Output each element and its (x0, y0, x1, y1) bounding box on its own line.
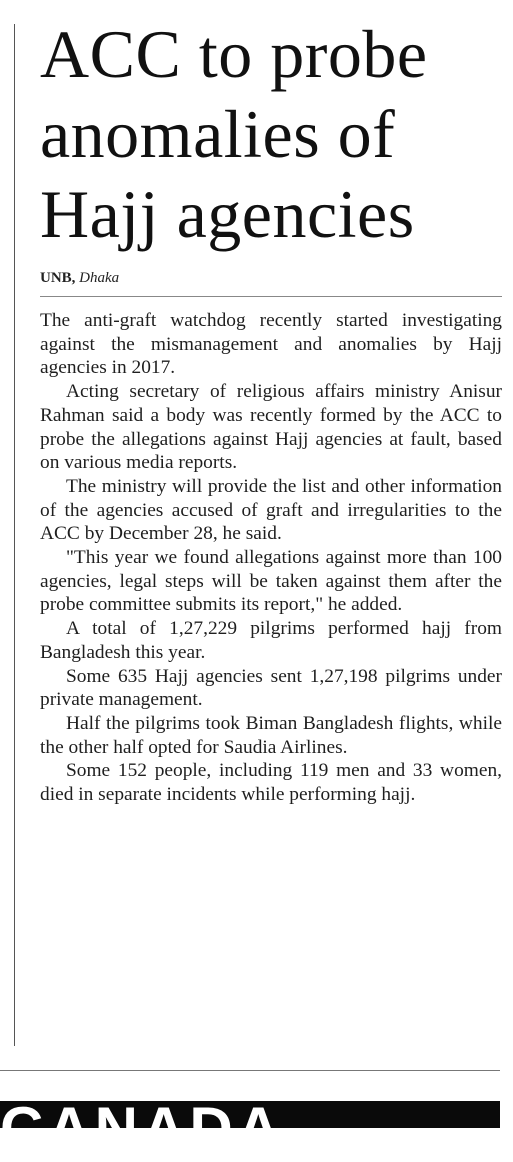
paragraph: "This year we found allegations against more than 100 agencies, legal steps will be taken against them after the probe committee submits its report," he added. (40, 547, 502, 616)
paragraph: Half the pilgrims took Biman Bangladesh flights, while the other half opted for Saudia Airlines. (40, 712, 502, 758)
headline (40, 14, 505, 254)
byline-agency: UNB, (40, 270, 76, 286)
headline-line: Hajj agencies (40, 176, 415, 252)
paragraph: A total of 1,27,229 pilgrims performed hajj from Bangladesh this year. (40, 618, 502, 663)
next-article-banner (0, 1095, 500, 1162)
headline-line: anomalies of (40, 96, 396, 172)
next-article-banner-text: CANADA (0, 1095, 284, 1162)
paragraph: The anti-graft watchdog recently started investigating against the mismanagement and anomalies by Hajj agencies in 2017. (40, 310, 502, 379)
paragraph: Some 152 people, including 119 men and 33 women, died in separate incidents while performing hajj. (40, 760, 502, 806)
byline (40, 268, 505, 288)
section-divider (0, 1070, 500, 1071)
byline-place: Dhaka (79, 270, 120, 286)
byline-divider (40, 296, 502, 297)
article-body (40, 309, 502, 807)
news-article (40, 14, 505, 807)
paragraph: Acting secretary of religious affairs ministry Anisur Rahman said a body was recently formed by the ACC to probe the allegations against Hajj agencies at fault, based on various media reports. (40, 381, 502, 474)
column-rule-left (14, 24, 15, 1046)
headline-line: ACC to probe (40, 16, 428, 92)
paragraph: Some 635 Hajj agencies sent 1,27,198 pilgrims under private management. (40, 665, 502, 711)
paragraph: The ministry will provide the list and other information of the agencies accused of graft and irregularities to the ACC by December 28, he said. (40, 475, 502, 545)
